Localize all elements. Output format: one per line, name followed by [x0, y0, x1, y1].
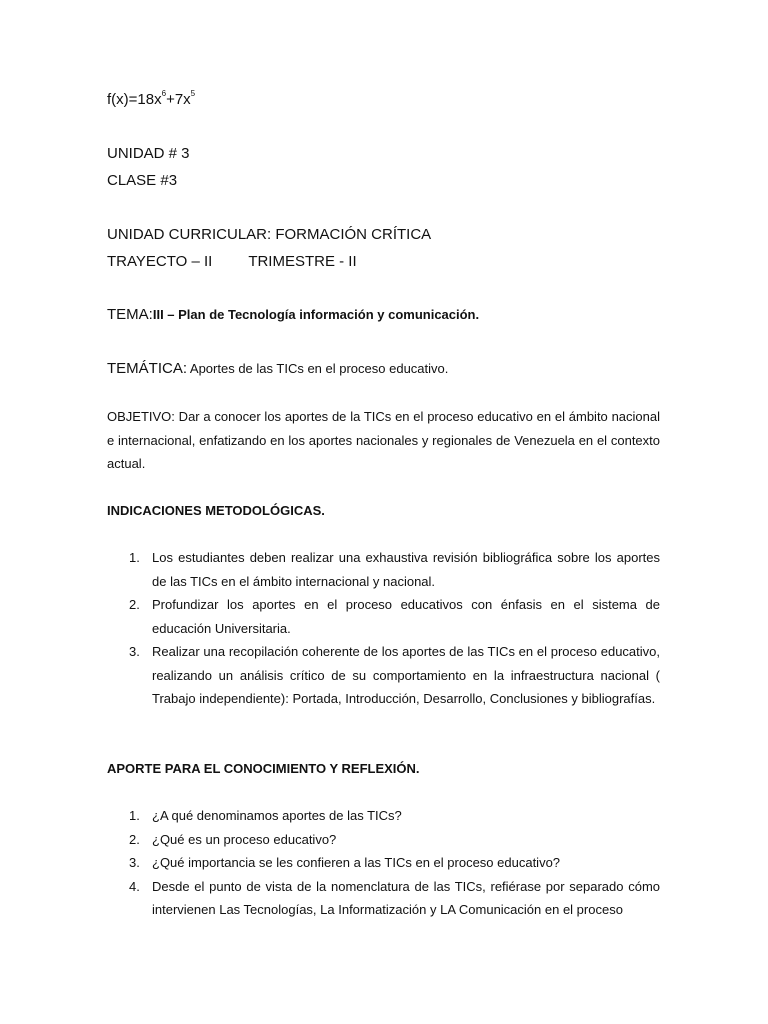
tema [107, 306, 479, 323]
unidad-curricular: UNIDAD CURRICULAR: FORMACIÓN CRÍTICA [107, 226, 432, 243]
tema-label: TEMA: [107, 306, 153, 323]
indicaciones-heading: INDICACIONES METODOLÓGICAS. [107, 503, 325, 518]
list-item: 3. Realizar una recopilación coherente de los aportes de las TICs en el proceso educativo, realizando un análisis crítico de su comportamiento en la infraestructura nacional ( Trabajo independiente): Portada, Introducción, Desarrollo, Conclusiones y bibliografías. [129, 644, 660, 706]
trayecto-trimestre [107, 253, 357, 270]
list-item: 1. ¿A qué denominamos aportes de las TICs? [129, 808, 402, 823]
trayecto: TRAYECTO – II [107, 253, 213, 270]
formula-exponent: 6 [161, 89, 167, 98]
formula-text: +7x [166, 91, 191, 108]
list-item: 3. ¿Qué importancia se les confieren a las TICs en el proceso educativo? [129, 855, 561, 870]
aporte-heading: APORTE PARA EL CONOCIMIENTO Y REFLEXIÓN. [107, 761, 420, 776]
formula-exponent: 5 [190, 89, 196, 98]
list-item: 1. Los estudiantes deben realizar una exhaustiva revisión bibliográfica sobre los aportes de las TICs en el ámbito internacional y nacional. [129, 550, 660, 589]
formula-text: f(x)=18x [107, 91, 162, 108]
tematica-value: Aportes de las TICs en el proceso educativo. [187, 361, 449, 376]
unidad: UNIDAD # 3 [107, 145, 190, 162]
list-item: 2. ¿Qué es un proceso educativo? [129, 831, 337, 847]
tema-value: III – Plan de Tecnología información y comunicación. [152, 307, 480, 322]
clase: CLASE #3 [107, 172, 178, 189]
tematica [107, 360, 448, 377]
tematica-label: TEMÁTICA: [107, 360, 188, 377]
list-item: 4. Desde el punto de vista de la nomenclatura de las TICs, refiérase por separado cómo intervienen Las Tecnologías, La Informatización y LA Comunicación en el proceso [129, 878, 660, 917]
indicaciones-list [129, 546, 660, 711]
aporte-list [129, 804, 660, 922]
formula [107, 91, 195, 108]
trimestre: TRIMESTRE - II [248, 253, 357, 270]
list-item: 2. Profundizar los aportes en el proceso educativos con énfasis en el sistema de educación Universitaria. [129, 597, 660, 636]
objetivo-paragraph: OBJETIVO: Dar a conocer los aportes de la TICs en el proceso educativo en el ámbito nacional e internacional, enfatizando en los aportes nacionales y regionales de Venezuela en el contexto actual. [107, 409, 660, 471]
